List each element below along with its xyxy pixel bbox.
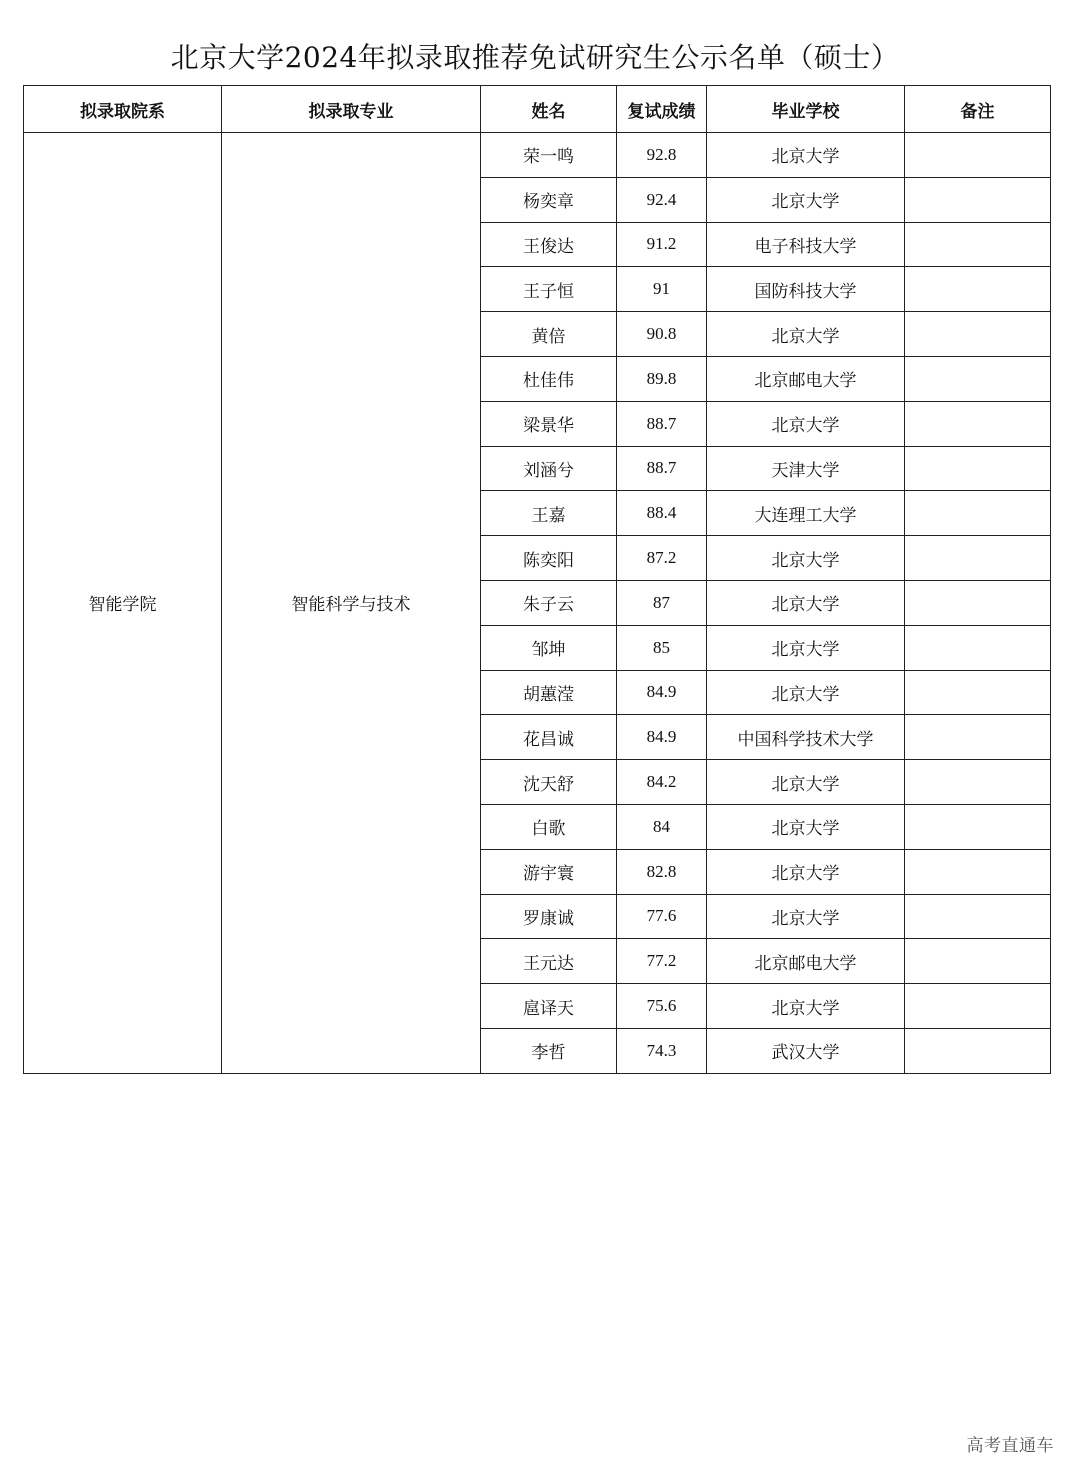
school-cell: 北京大学 (707, 849, 905, 894)
remark-cell (905, 536, 1051, 581)
score-cell: 84 (617, 804, 707, 849)
remark-cell (905, 267, 1051, 312)
remark-cell (905, 177, 1051, 222)
name-cell: 梁景华 (481, 401, 617, 446)
name-cell: 荣一鸣 (481, 133, 617, 178)
remark-cell (905, 446, 1051, 491)
score-cell: 84.2 (617, 760, 707, 805)
header-score: 复试成绩 (617, 86, 707, 133)
remark-cell (905, 939, 1051, 984)
header-remarks: 备注 (905, 86, 1051, 133)
school-cell: 武汉大学 (707, 1028, 905, 1073)
school-cell: 北京大学 (707, 894, 905, 939)
score-cell: 92.8 (617, 133, 707, 178)
name-cell: 花昌诚 (481, 715, 617, 760)
remark-cell (905, 715, 1051, 760)
name-cell: 杜佳伟 (481, 356, 617, 401)
school-cell: 北京大学 (707, 580, 905, 625)
admission-table (23, 85, 1051, 1074)
name-cell: 白歌 (481, 804, 617, 849)
school-cell: 中国科学技术大学 (707, 715, 905, 760)
school-cell: 北京大学 (707, 984, 905, 1029)
remark-cell (905, 625, 1051, 670)
department-cell: 智能学院 (24, 133, 222, 1074)
school-cell: 国防科技大学 (707, 267, 905, 312)
score-cell: 89.8 (617, 356, 707, 401)
score-cell: 90.8 (617, 312, 707, 357)
table-row (24, 133, 1051, 178)
name-cell: 李哲 (481, 1028, 617, 1073)
name-cell: 胡蕙滢 (481, 670, 617, 715)
score-cell: 87.2 (617, 536, 707, 581)
header-department: 拟录取院系 (24, 86, 222, 133)
school-cell: 北京大学 (707, 625, 905, 670)
school-cell: 电子科技大学 (707, 222, 905, 267)
major-cell: 智能科学与技术 (222, 133, 481, 1074)
score-cell: 77.2 (617, 939, 707, 984)
page-title: 北京大学2024年拟录取推荐免试研究生公示名单（硕士） (170, 41, 900, 74)
school-cell: 大连理工大学 (707, 491, 905, 536)
remark-cell (905, 894, 1051, 939)
remark-cell (905, 760, 1051, 805)
remark-cell (905, 491, 1051, 536)
remark-cell (905, 222, 1051, 267)
school-cell: 北京大学 (707, 804, 905, 849)
remark-cell (905, 984, 1051, 1029)
name-cell: 陈奕阳 (481, 536, 617, 581)
remark-cell (905, 580, 1051, 625)
remark-cell (905, 312, 1051, 357)
name-cell: 王子恒 (481, 267, 617, 312)
remark-cell (905, 133, 1051, 178)
score-cell: 74.3 (617, 1028, 707, 1073)
school-cell: 北京大学 (707, 177, 905, 222)
score-cell: 88.7 (617, 446, 707, 491)
name-cell: 王俊达 (481, 222, 617, 267)
score-cell: 91.2 (617, 222, 707, 267)
school-cell: 北京邮电大学 (707, 939, 905, 984)
score-cell: 87 (617, 580, 707, 625)
name-cell: 罗康诚 (481, 894, 617, 939)
name-cell: 王元达 (481, 939, 617, 984)
school-cell: 北京大学 (707, 760, 905, 805)
school-cell: 北京大学 (707, 133, 905, 178)
header-row (24, 86, 1051, 133)
school-cell: 北京大学 (707, 312, 905, 357)
name-cell: 刘涵兮 (481, 446, 617, 491)
name-cell: 黄倍 (481, 312, 617, 357)
watermark: 高考直通车 (966, 1436, 1054, 1456)
score-cell: 92.4 (617, 177, 707, 222)
table-body (24, 133, 1051, 1074)
name-cell: 王嘉 (481, 491, 617, 536)
remark-cell (905, 849, 1051, 894)
name-cell: 扈译天 (481, 984, 617, 1029)
name-cell: 邹坤 (481, 625, 617, 670)
remark-cell (905, 401, 1051, 446)
header-major: 拟录取专业 (222, 86, 481, 133)
school-cell: 北京大学 (707, 401, 905, 446)
header-school: 毕业学校 (707, 86, 905, 133)
school-cell: 北京邮电大学 (707, 356, 905, 401)
remark-cell (905, 1028, 1051, 1073)
remark-cell (905, 356, 1051, 401)
score-cell: 75.6 (617, 984, 707, 1029)
score-cell: 88.4 (617, 491, 707, 536)
name-cell: 沈天舒 (481, 760, 617, 805)
name-cell: 朱子云 (481, 580, 617, 625)
school-cell: 北京大学 (707, 536, 905, 581)
score-cell: 91 (617, 267, 707, 312)
score-cell: 88.7 (617, 401, 707, 446)
remark-cell (905, 804, 1051, 849)
score-cell: 84.9 (617, 670, 707, 715)
score-cell: 85 (617, 625, 707, 670)
score-cell: 82.8 (617, 849, 707, 894)
header-name: 姓名 (481, 86, 617, 133)
name-cell: 杨奕章 (481, 177, 617, 222)
score-cell: 77.6 (617, 894, 707, 939)
school-cell: 北京大学 (707, 670, 905, 715)
name-cell: 游宇寰 (481, 849, 617, 894)
school-cell: 天津大学 (707, 446, 905, 491)
score-cell: 84.9 (617, 715, 707, 760)
remark-cell (905, 670, 1051, 715)
